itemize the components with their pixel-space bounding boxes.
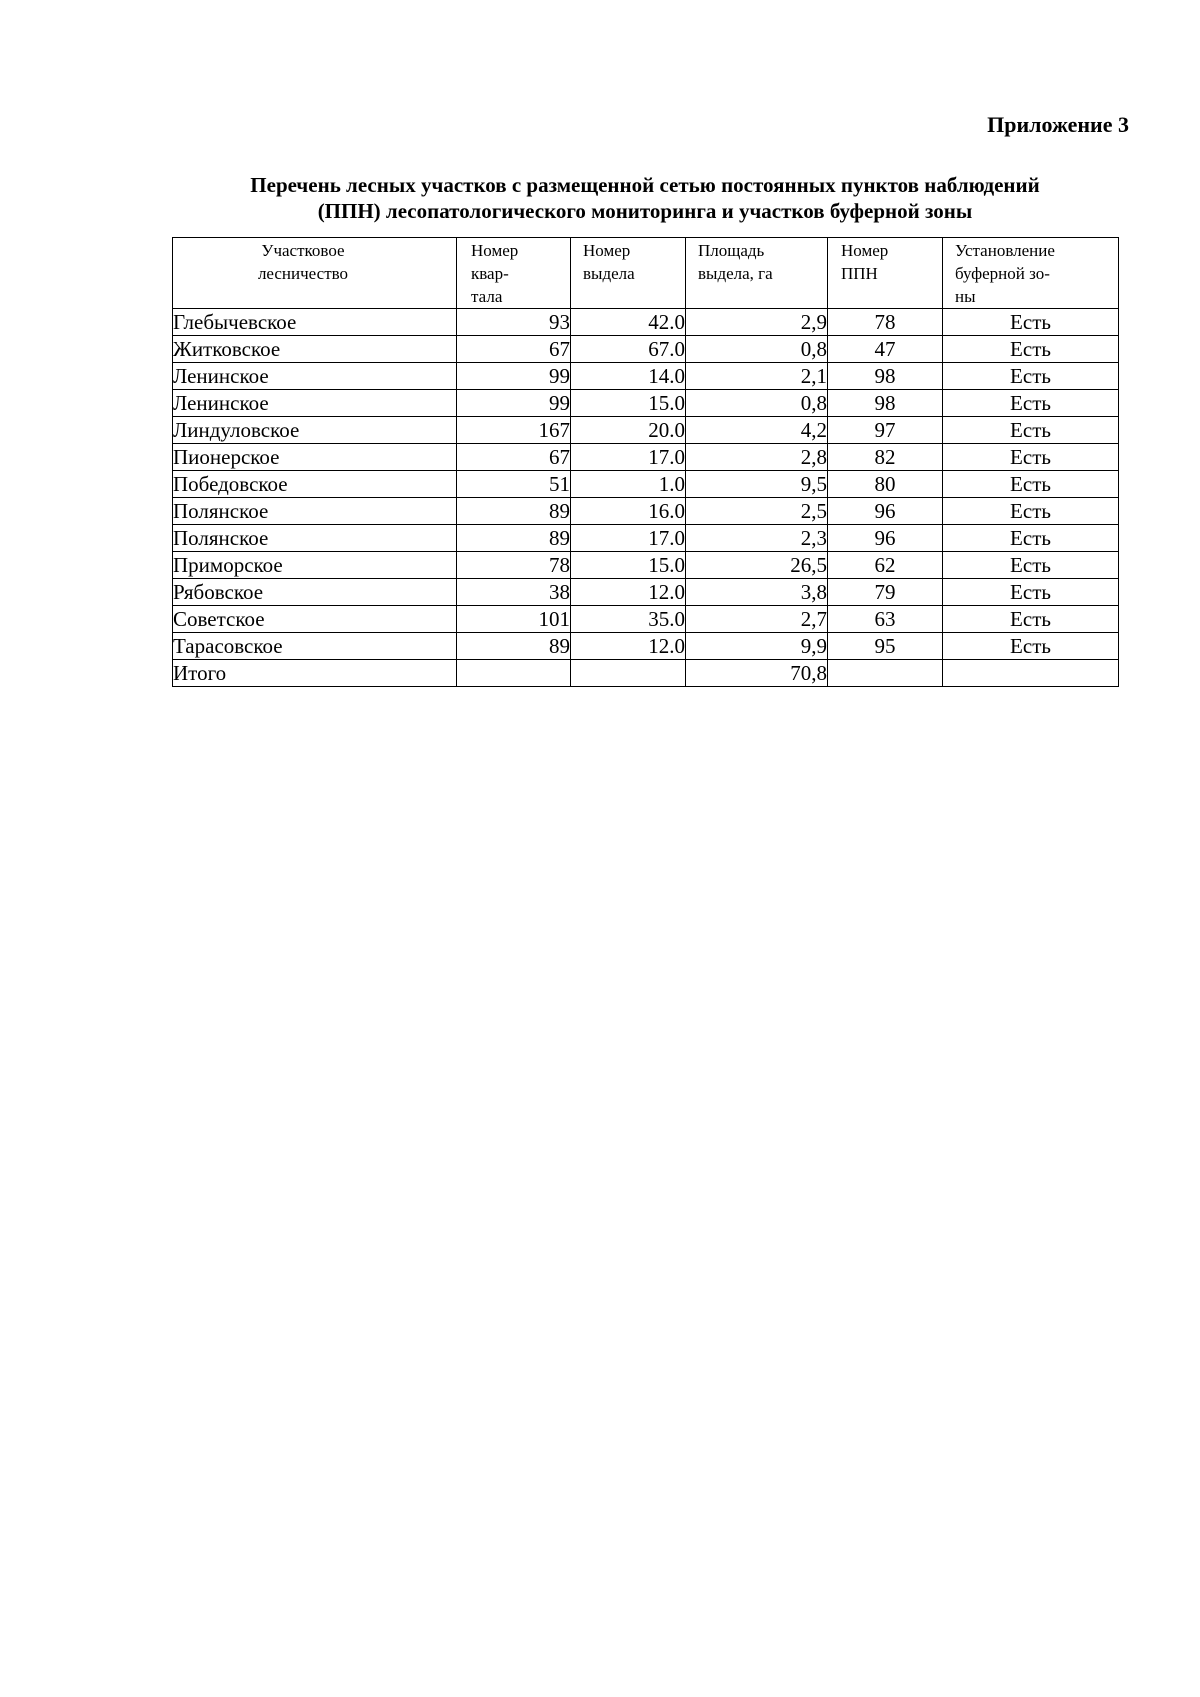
cell-ppn: 96 bbox=[828, 498, 943, 525]
cell-quarter: 89 bbox=[457, 525, 571, 552]
cell-buffer: Есть bbox=[943, 417, 1119, 444]
cell-buffer: Есть bbox=[943, 363, 1119, 390]
cell-buffer: Есть bbox=[943, 525, 1119, 552]
table-row bbox=[173, 390, 1119, 417]
cell-quarter: 93 bbox=[457, 309, 571, 336]
cell-ppn: 96 bbox=[828, 525, 943, 552]
cell-quarter: 101 bbox=[457, 606, 571, 633]
cell-total-area: 70,8 bbox=[686, 660, 828, 687]
document-title bbox=[172, 172, 1118, 224]
cell-buffer: Есть bbox=[943, 390, 1119, 417]
cell-area: 9,9 bbox=[686, 633, 828, 660]
cell-ppn: 98 bbox=[828, 390, 943, 417]
table-row bbox=[173, 633, 1119, 660]
cell-quarter: 67 bbox=[457, 444, 571, 471]
cell-allotment: 17.0 bbox=[571, 525, 686, 552]
header-allotment bbox=[571, 238, 686, 309]
cell-area: 0,8 bbox=[686, 336, 828, 363]
table-row bbox=[173, 498, 1119, 525]
cell-allotment: 15.0 bbox=[571, 390, 686, 417]
cell-district: Глебычевское bbox=[173, 309, 457, 336]
header-district-label: Участковое лесничество bbox=[257, 241, 349, 283]
table-row bbox=[173, 606, 1119, 633]
cell-allotment: 42.0 bbox=[571, 309, 686, 336]
cell-allotment: 17.0 bbox=[571, 444, 686, 471]
cell-district: Приморское bbox=[173, 552, 457, 579]
cell-district: Советское bbox=[173, 606, 457, 633]
monitoring-plots-table bbox=[172, 237, 1119, 687]
cell-district: Линдуловское bbox=[173, 417, 457, 444]
table-row bbox=[173, 552, 1119, 579]
cell-area: 3,8 bbox=[686, 579, 828, 606]
cell-district: Полянское bbox=[173, 525, 457, 552]
table-row bbox=[173, 579, 1119, 606]
header-district bbox=[173, 238, 457, 309]
cell-ppn: 95 bbox=[828, 633, 943, 660]
cell-buffer: Есть bbox=[943, 336, 1119, 363]
cell-district: Ленинское bbox=[173, 390, 457, 417]
cell-area: 2,5 bbox=[686, 498, 828, 525]
cell-empty bbox=[571, 660, 686, 687]
cell-quarter: 67 bbox=[457, 336, 571, 363]
cell-buffer: Есть bbox=[943, 552, 1119, 579]
cell-allotment: 14.0 bbox=[571, 363, 686, 390]
cell-ppn: 80 bbox=[828, 471, 943, 498]
table-total-row bbox=[173, 660, 1119, 687]
header-buffer-label: Установление буферной зо- ны bbox=[955, 241, 1055, 306]
cell-buffer: Есть bbox=[943, 606, 1119, 633]
cell-allotment: 15.0 bbox=[571, 552, 686, 579]
header-quarter-label: Номер квар- тала bbox=[471, 241, 519, 306]
cell-district: Победовское bbox=[173, 471, 457, 498]
cell-quarter: 99 bbox=[457, 363, 571, 390]
header-quarter bbox=[457, 238, 571, 309]
cell-empty bbox=[457, 660, 571, 687]
table-row bbox=[173, 363, 1119, 390]
cell-quarter: 89 bbox=[457, 498, 571, 525]
cell-area: 26,5 bbox=[686, 552, 828, 579]
cell-district: Ленинское bbox=[173, 363, 457, 390]
cell-quarter: 167 bbox=[457, 417, 571, 444]
cell-total-label: Итого bbox=[173, 660, 457, 687]
table-row bbox=[173, 336, 1119, 363]
cell-quarter: 78 bbox=[457, 552, 571, 579]
header-area-label: Площадь выдела, га bbox=[698, 241, 773, 283]
cell-ppn: 82 bbox=[828, 444, 943, 471]
table-row bbox=[173, 417, 1119, 444]
header-ppn bbox=[828, 238, 943, 309]
cell-buffer: Есть bbox=[943, 309, 1119, 336]
cell-allotment: 67.0 bbox=[571, 336, 686, 363]
header-area bbox=[686, 238, 828, 309]
cell-quarter: 89 bbox=[457, 633, 571, 660]
cell-quarter: 38 bbox=[457, 579, 571, 606]
cell-buffer: Есть bbox=[943, 471, 1119, 498]
cell-buffer: Есть bbox=[943, 633, 1119, 660]
cell-area: 2,1 bbox=[686, 363, 828, 390]
cell-area: 9,5 bbox=[686, 471, 828, 498]
cell-allotment: 16.0 bbox=[571, 498, 686, 525]
cell-ppn: 97 bbox=[828, 417, 943, 444]
cell-allotment: 20.0 bbox=[571, 417, 686, 444]
cell-buffer: Есть bbox=[943, 498, 1119, 525]
appendix-label: Приложение 3 bbox=[987, 112, 1129, 137]
header-buffer bbox=[943, 238, 1119, 309]
cell-ppn: 79 bbox=[828, 579, 943, 606]
cell-ppn: 47 bbox=[828, 336, 943, 363]
cell-allotment: 35.0 bbox=[571, 606, 686, 633]
cell-area: 2,9 bbox=[686, 309, 828, 336]
document-title-line-2: (ППН) лесопатологического мониторинга и участков буферной зоны bbox=[317, 199, 973, 223]
table-header-row bbox=[173, 238, 1119, 309]
cell-area: 4,2 bbox=[686, 417, 828, 444]
table-row bbox=[173, 471, 1119, 498]
document-title-line-1: Перечень лесных участков с размещенной сетью постоянных пунктов наблюдений bbox=[250, 173, 1040, 197]
cell-ppn: 62 bbox=[828, 552, 943, 579]
cell-empty bbox=[828, 660, 943, 687]
cell-area: 2,7 bbox=[686, 606, 828, 633]
cell-district: Пионерское bbox=[173, 444, 457, 471]
table-row bbox=[173, 444, 1119, 471]
cell-district: Тарасовское bbox=[173, 633, 457, 660]
cell-allotment: 1.0 bbox=[571, 471, 686, 498]
header-ppn-label: Номер ППН bbox=[841, 241, 889, 283]
cell-area: 0,8 bbox=[686, 390, 828, 417]
table-row bbox=[173, 525, 1119, 552]
table-row bbox=[173, 309, 1119, 336]
cell-district: Рябовское bbox=[173, 579, 457, 606]
cell-buffer: Есть bbox=[943, 579, 1119, 606]
cell-area: 2,8 bbox=[686, 444, 828, 471]
header-allotment-label: Номер выдела bbox=[583, 241, 635, 283]
cell-district: Полянское bbox=[173, 498, 457, 525]
cell-empty bbox=[943, 660, 1119, 687]
cell-buffer: Есть bbox=[943, 444, 1119, 471]
cell-allotment: 12.0 bbox=[571, 579, 686, 606]
cell-quarter: 99 bbox=[457, 390, 571, 417]
cell-allotment: 12.0 bbox=[571, 633, 686, 660]
cell-quarter: 51 bbox=[457, 471, 571, 498]
cell-ppn: 98 bbox=[828, 363, 943, 390]
cell-ppn: 63 bbox=[828, 606, 943, 633]
cell-district: Житковское bbox=[173, 336, 457, 363]
cell-area: 2,3 bbox=[686, 525, 828, 552]
cell-ppn: 78 bbox=[828, 309, 943, 336]
